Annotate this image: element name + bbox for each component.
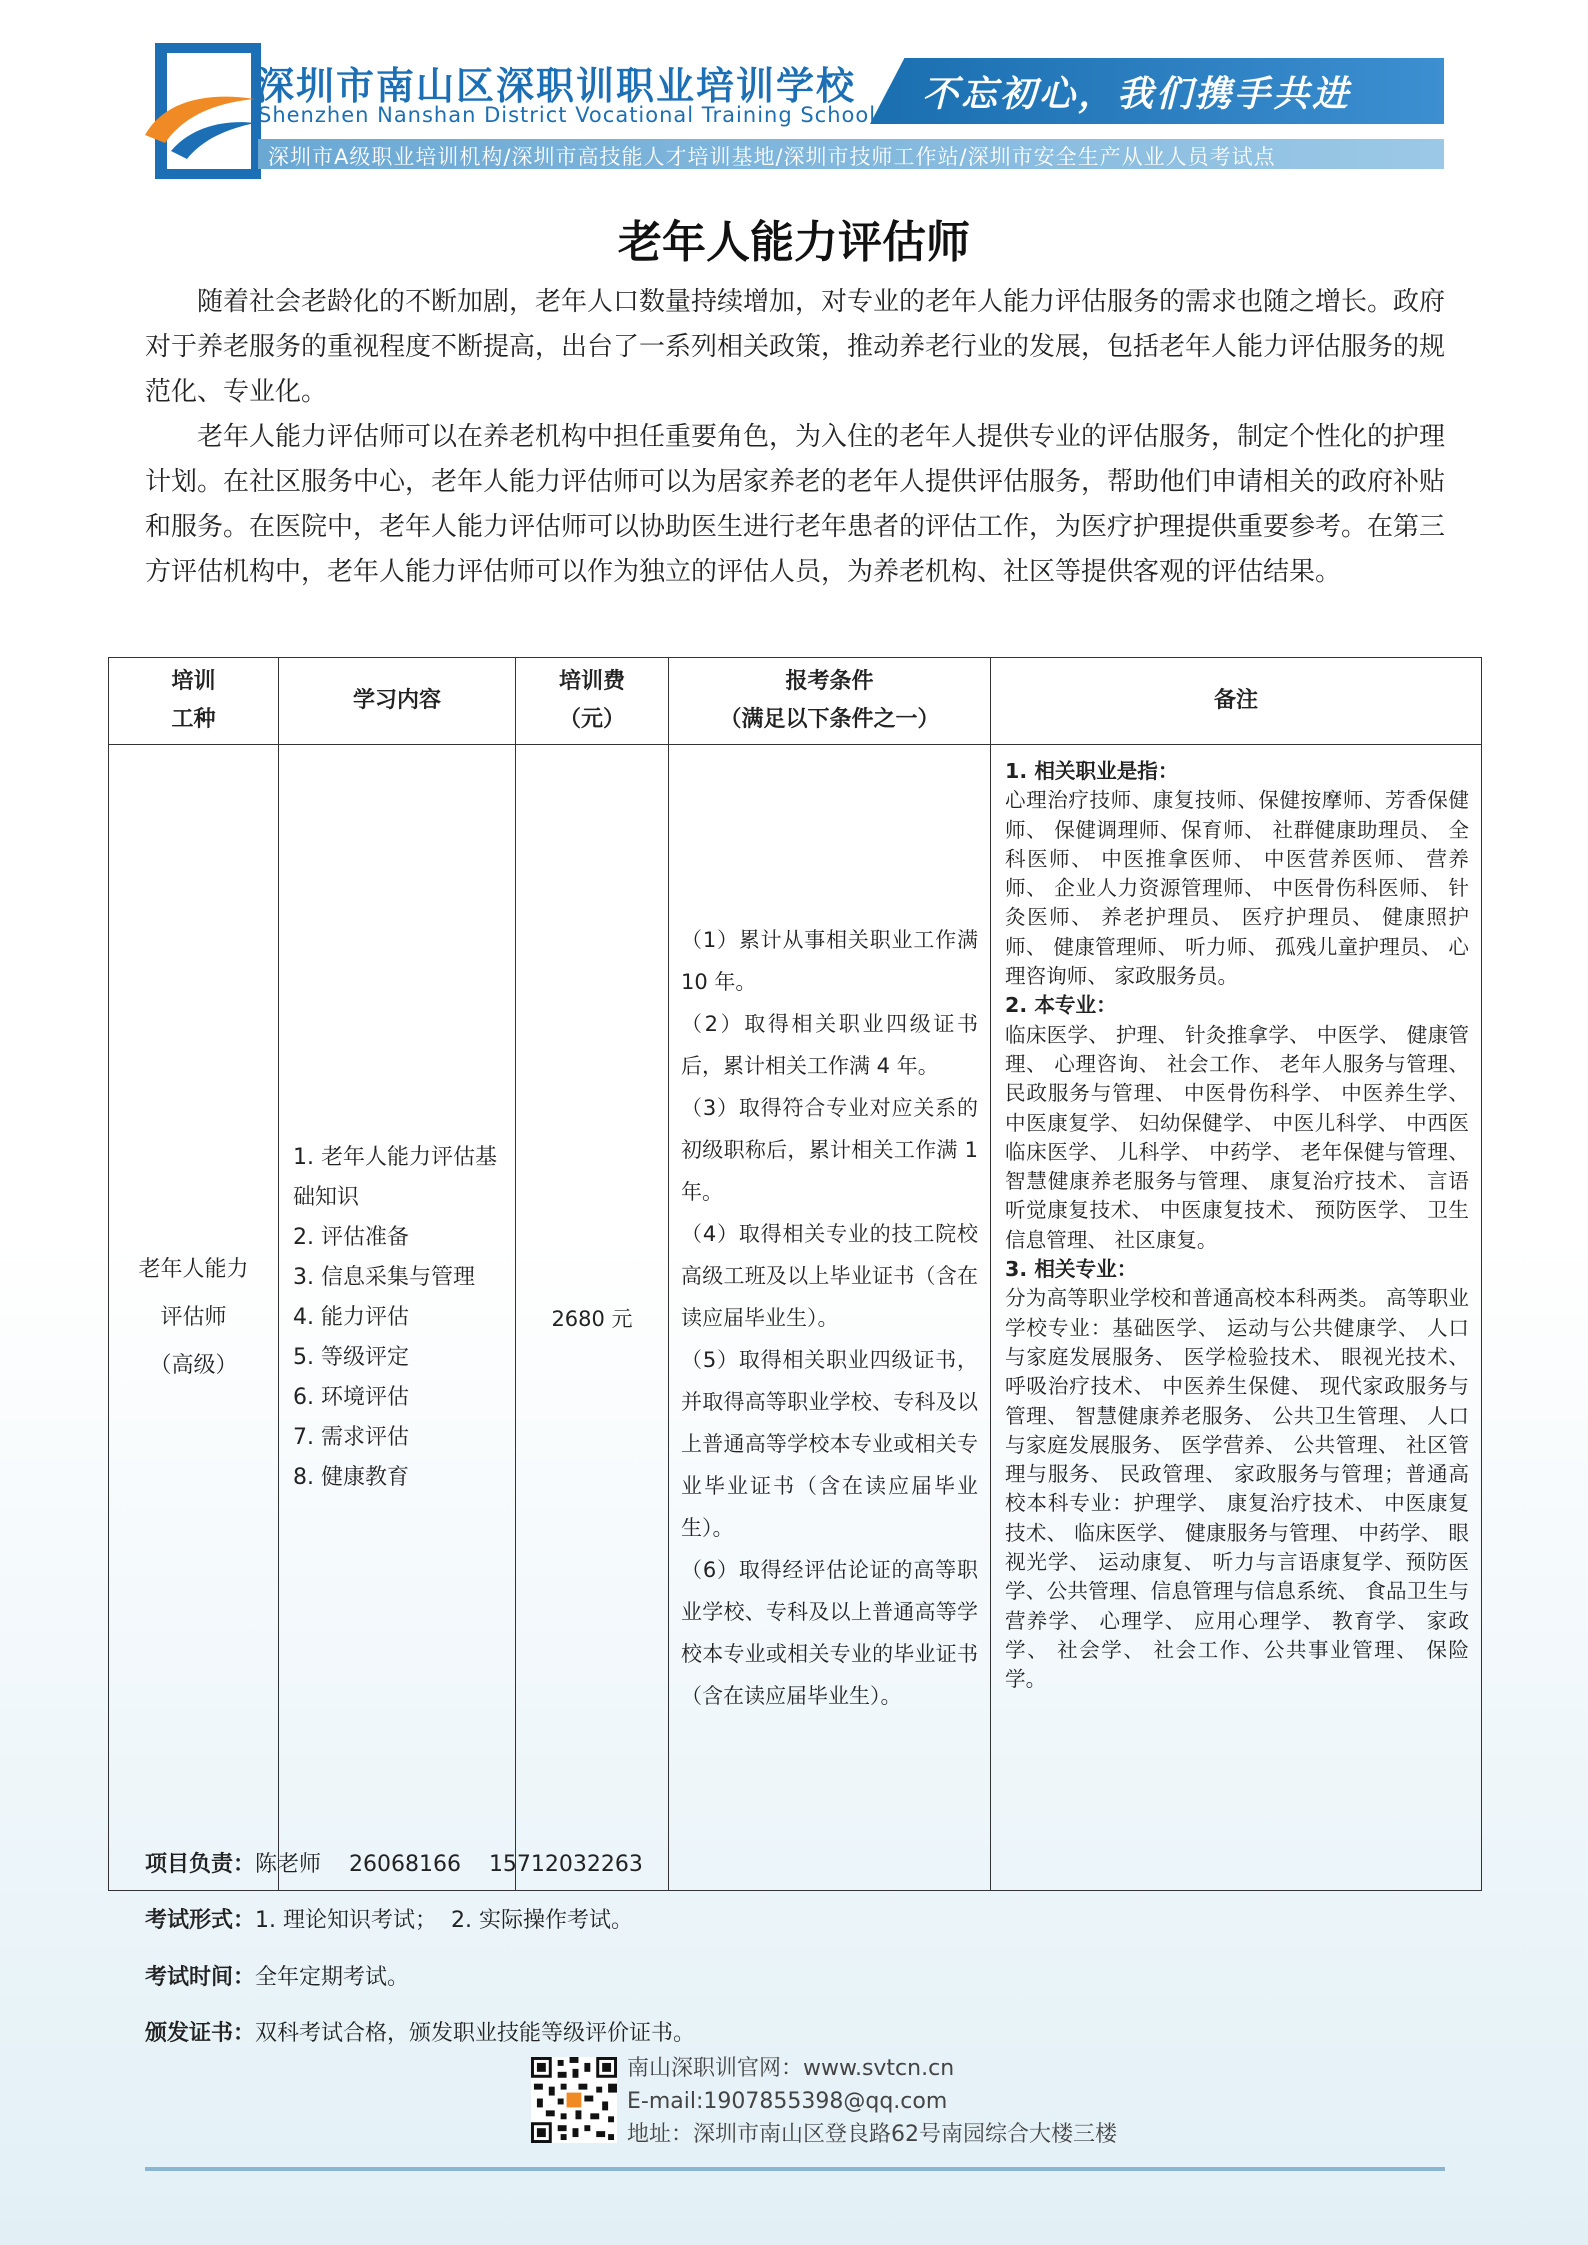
cell-job-type (109, 745, 279, 1891)
remark-text: 临床医学、 护理、 针灸推拿学、 中医学、 健康管理、 心理咨询、 社会工作、 老年人服务与管理、 民政服务与管理、 中医骨伤科学、 中医养生学、 中医康复学、 妇幼保健学、 中医儿科学、 中西医临床医学、 儿科学、 中药学、 老年保健与管理、 智慧健康养老服务与管理、 康复治疗技术、 言语听觉康复技术、 中医康复技术、 预防医学、 卫生信息管理、 社区康复。 (1005, 1022, 1469, 1252)
job-type-line2: 评估师 (160, 1304, 227, 1330)
certificate (145, 2016, 695, 2047)
table-header-row (109, 658, 1482, 745)
condition-item: （1）累计从事相关职业工作满 10 年。 (681, 927, 978, 994)
condition-item: （6）取得经评估论证的高等职业学校、专科及以上普通高等学校本专业或相关专业的毕业证书（含在读应届毕业生）。 (681, 1557, 978, 1708)
exam-form (145, 1903, 633, 1934)
header-cond-line2: （满足以下条件之一） (719, 707, 940, 732)
content-item: 5. 等级评定 (293, 1344, 409, 1370)
cell-content (279, 745, 516, 1891)
remark-heading: 3. 相关专业： (1005, 1257, 1138, 1282)
content-item: 6. 环境评估 (293, 1384, 409, 1410)
table-row (109, 745, 1482, 1891)
header-remark: 备注 (991, 658, 1482, 745)
exam-form-label: 考试形式： (145, 1908, 256, 1933)
content-item: 2. 评估准备 (293, 1224, 409, 1250)
remark-text: 分为高等职业学校和普通高校本科两类。 高等职业学校专业：基础医学、 运动与公共健康学、 人口与家庭发展服务、 医学检验技术、 眼视光技术、 呼吸治疗技术、 中医养生保健、 现代家政服务与管理、 智慧健康养老服务、 公共卫生管理、 人口与家庭发展服务、 医学营养、 公共管理、 社区管理与服务、 民政管理、 家政服务与管理；普通高校本科专业：护理学、 康复治疗技术、 中医康复技术、 临床医学、 健康服务与管理、 中药学、 眼视光学、 运动康复、 听力与言语康复学、预防医学、公共管理、信息管理与信息系统、 食品卫生与营养学、 心理学、 应用心理学、 教育学、 家政学、 社会学、 社会工作、公共事业管理、 保险学。 (1005, 1286, 1469, 1692)
intro-text (145, 280, 1445, 595)
remark-text: 心理治疗技师、康复技师、保健按摩师、芳香保健师、 保健调理师、保育师、 社群健康助理员、 全科医师、 中医推拿医师、 中医营养医师、 营养师、 企业人力资源管理师、 中医骨伤科医师、 针灸医师、 养老护理员、 医疗护理员、 健康照护师、 健康管理师、 听力师、 孤残儿童护理员、 心理咨询师、 家政服务员。 (1005, 788, 1469, 989)
content-item: 1. 老年人能力评估基础知识 (293, 1144, 497, 1210)
cert-value: 双科考试合格，颁发职业技能等级评价证书。 (255, 2021, 696, 2046)
cert-label: 颁发证书： (145, 2021, 256, 2046)
cell-fee: 2680 元 (516, 745, 669, 1891)
remark-heading: 1. 相关职业是指： (1005, 759, 1179, 783)
bottom-divider (145, 2167, 1445, 2171)
address-text: 地址：深圳市南山区登良路62号南园综合大楼三楼 (627, 2122, 1117, 2147)
content-item: 4. 能力评估 (293, 1304, 409, 1330)
content-item: 7. 需求评估 (293, 1424, 409, 1450)
manager-value: 陈老师 26068166 15712032263 (255, 1852, 643, 1877)
exam-time (145, 1960, 409, 1991)
course-table (108, 657, 1482, 1891)
website-text: 南山深职训官网：www.svtcn.cn (627, 2056, 955, 2081)
school-name-cn: 深圳市南山区深职训职业培训学校 (256, 63, 857, 108)
condition-item: （4）取得相关专业的技工院校高级工班及以上毕业证书（含在读应届毕业生）。 (681, 1221, 978, 1330)
page-title: 老年人能力评估师 (618, 217, 970, 268)
exam-form-value: 1. 理论知识考试； 2. 实际操作考试。 (255, 1908, 633, 1933)
header-content: 学习内容 (279, 658, 516, 745)
qr-code-icon (531, 2057, 617, 2143)
header-fee (516, 658, 669, 745)
manager-label: 项目负责： (145, 1852, 256, 1877)
cell-conditions (669, 745, 991, 1891)
cell-remark (991, 745, 1482, 1891)
header-type-line1: 培训 (171, 669, 216, 694)
condition-item: （2）取得相关职业四级证书后，累计相关工作满 4 年。 (681, 1011, 978, 1078)
condition-item: （5）取得相关职业四级证书，并取得高等职业学校、专科及以上普通高等学校本专业或相关专业毕业证书（含在读应届毕业生）。 (681, 1347, 978, 1540)
email-text: E-mail:1907855398@qq.com (627, 2089, 948, 2114)
contact-block (627, 2052, 1117, 2151)
school-name-en: Shenzhen Nanshan District Vocational Training School (258, 103, 877, 127)
exam-time-label: 考试时间： (145, 1965, 256, 1990)
intro-paragraph: 老年人能力评估师可以在养老机构中担任重要角色，为入住的老年人提供专业的评估服务，制定个性化的护理计划。在社区服务中心，老年人能力评估师可以为居家养老的老年人提供评估服务，帮助他们申请相关的政府补贴和服务。在医院中，老年人能力评估师可以协助医生进行老年患者的评估工作，为医疗护理提供重要参考。在第三方评估机构中，老年人能力评估师可以作为独立的评估人员，为养老机构、社区等提供客观的评估结果。 (145, 422, 1446, 587)
header-type (109, 658, 279, 745)
tagline-text: 深圳市A级职业培训机构/深圳市高技能人才培训基地/深圳市技师工作站/深圳市安全生产从业人员考试点 (268, 145, 1276, 169)
header-cond-line1: 报考条件 (785, 669, 874, 694)
school-logo (143, 43, 261, 179)
intro-paragraph: 随着社会老龄化的不断加剧，老年人口数量持续增加，对专业的老年人能力评估服务的需求也随之增长。政府对于养老服务的重视程度不断提高，出台了一系列相关政策，推动养老行业的发展，包括老年人能力评估服务的规范化、专业化。 (145, 287, 1446, 407)
content-item: 8. 健康教育 (293, 1464, 409, 1490)
header-fee-line1: 培训费 (558, 669, 625, 694)
project-manager (145, 1847, 643, 1878)
job-type-line3: （高级） (149, 1352, 238, 1378)
slogan-text: 不忘初心，我们携手共进 (922, 73, 1352, 115)
header-fee-line2: （元） (558, 707, 625, 732)
header-type-line2: 工种 (171, 707, 216, 732)
job-type-line1: 老年人能力 (138, 1256, 249, 1282)
exam-time-value: 全年定期考试。 (255, 1965, 410, 1990)
remark-heading: 2. 本专业： (1005, 993, 1117, 1018)
header-conditions (669, 658, 991, 745)
content-item: 3. 信息采集与管理 (293, 1264, 475, 1290)
condition-item: （3）取得符合专业对应关系的初级职称后，累计相关工作满 1 年。 (681, 1095, 978, 1204)
